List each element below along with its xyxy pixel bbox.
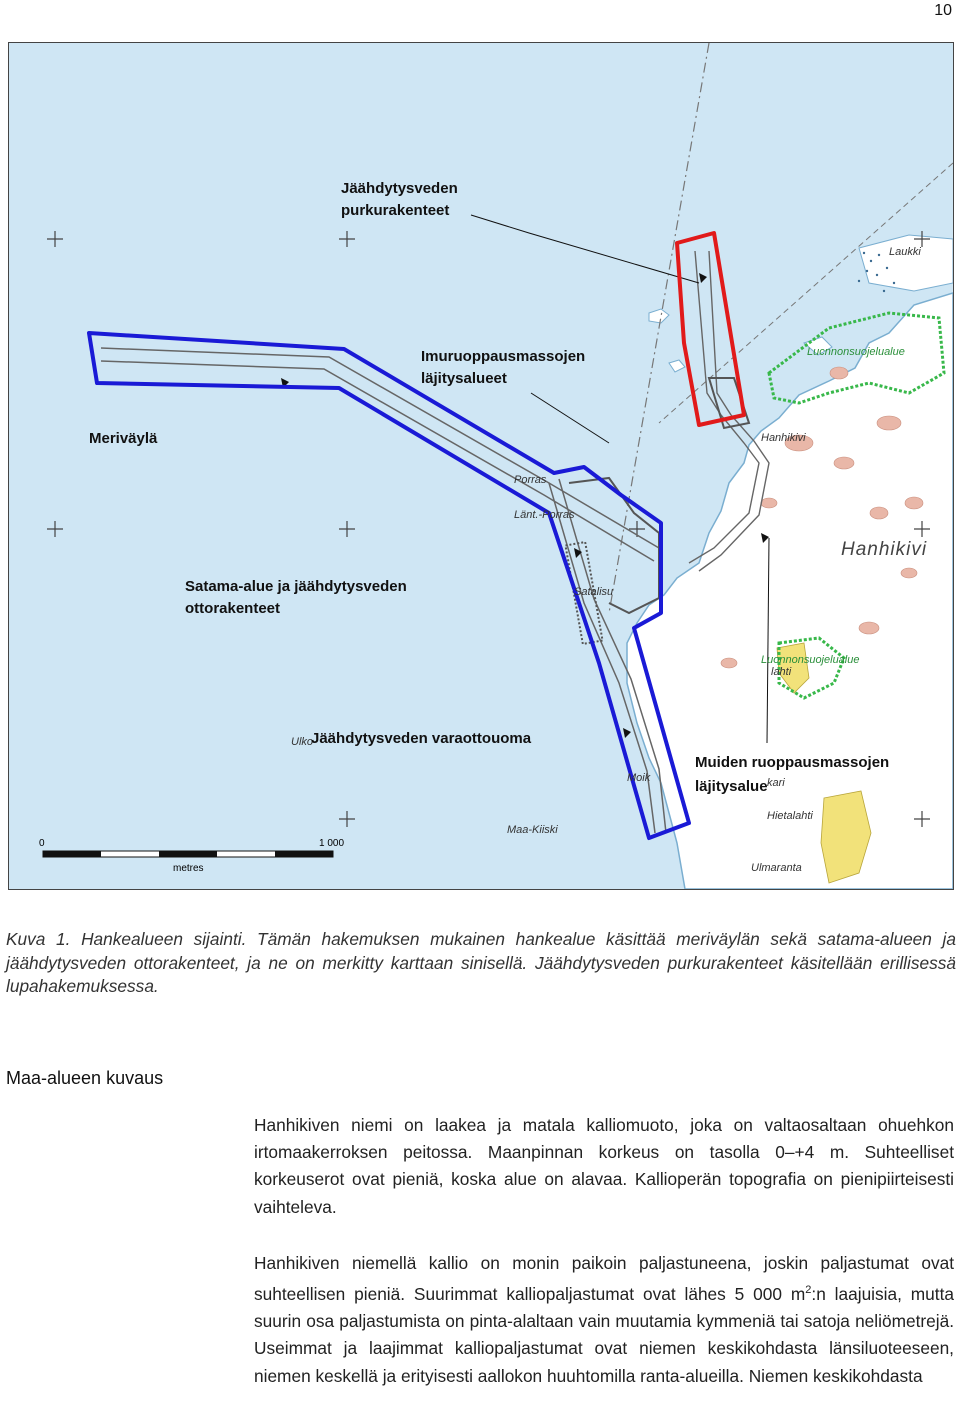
paragraph-2: [254, 1250, 954, 1390]
label-satama-line1: Satama-alue ja jäähdytysveden: [185, 578, 407, 595]
place-hanhikivi-big: Hanhikivi: [841, 539, 928, 560]
project-area-map: [8, 42, 954, 890]
label-satama-line2: ottorakenteet: [185, 600, 281, 617]
label-imuruoppaus-line2: läjitysalueet: [421, 370, 507, 387]
paragraph-2-part2: :n laajuisia, mutta suurin osa paljastumista on pinta-alaltaan vain muutamia kymmeniä tai satoja neliömetrejä. Useimmat ja laajimmat kalliopaljastumat ovat niemen keskikohdasta länsiluoteeseen, niemen keskellä ja erityisesti aallokon huuhtomilla ranta-alueilla. Niemen keskikohdasta: [254, 1283, 955, 1386]
superscript-2: 2: [805, 1284, 812, 1297]
paragraph-2-part1: Hanhikiven niemellä kallio on monin paikoin paljastuneena, joskin paljastumat ovat suhteellisen pieniä. Suurimmat kalliopaljastumat ovat lähes 5 000 m: [254, 1253, 954, 1304]
place-hanhikivi-small: Hanhikivi: [761, 432, 806, 444]
place-satalisu: Satalisu: [574, 586, 614, 598]
place-laukki: Laukki: [889, 246, 921, 258]
place-ulko: Ulko: [291, 736, 314, 748]
label-muiden-line2: läjitysalue: [695, 778, 768, 795]
place-lucnn: Lucnnonsuojelualue: [807, 346, 905, 358]
label-purku-line1: Jäähdytysveden: [341, 180, 458, 197]
scale-unit: metres: [173, 863, 204, 874]
paragraph-1: Hanhikiven niemi on laakea ja matala kalliomuoto, joka on valtaosaltaan ohuehkon irtomaakerroksen peitossa. Maanpinnan korkeus on tasolla 0–+4 m. Suhteelliset korkeuserot ovat pieniä, koska alue on alavaa. Kallioperän topografia on pienipiirteisesti vaihteleva.: [254, 1115, 954, 1217]
scale-start: 0: [39, 838, 45, 849]
place-lanto-porras: Länt.-Porras: [514, 509, 575, 521]
label-imuruoppaus-line1: Imuruoppausmassojen: [421, 348, 586, 365]
place-maa-kiiski: Maa-Kiiski: [507, 824, 558, 836]
scale-end: 1 000: [319, 838, 345, 849]
place-luonnonsuojelualue: Luonnonsuojelualue: [761, 654, 860, 666]
place-hietalahti: Hietalahti: [767, 810, 813, 822]
place-porras: Porras: [514, 474, 547, 486]
place-lahti: lahti: [771, 666, 792, 678]
place-ulmaranta: Ulmaranta: [751, 862, 802, 874]
page-number: 10: [934, 2, 952, 19]
place-kari: kari: [767, 777, 785, 789]
section-heading: Maa-alueen kuvaus: [6, 1068, 164, 1088]
label-varaottouoma: Jäähdytysveden varaottouoma: [311, 730, 532, 747]
label-purku-line2: purkurakenteet: [341, 202, 450, 219]
label-muiden-line1: Muiden ruoppausmassojen: [695, 754, 890, 771]
place-moik: Moik: [627, 772, 651, 784]
figure-caption: Kuva 1. Hankealueen sijainti. Tämän hakemuksen mukainen hankealue käsittää meriväylän sekä satama-alueen ja jäähdytysveden ottorakenteet, ja ne on merkitty karttaan sinisellä. Jäähdytysveden purkurakenteet käsitellään erillisessä lupahakemuksessa.: [6, 929, 956, 996]
label-merivayla: Meriväylä: [89, 430, 158, 447]
